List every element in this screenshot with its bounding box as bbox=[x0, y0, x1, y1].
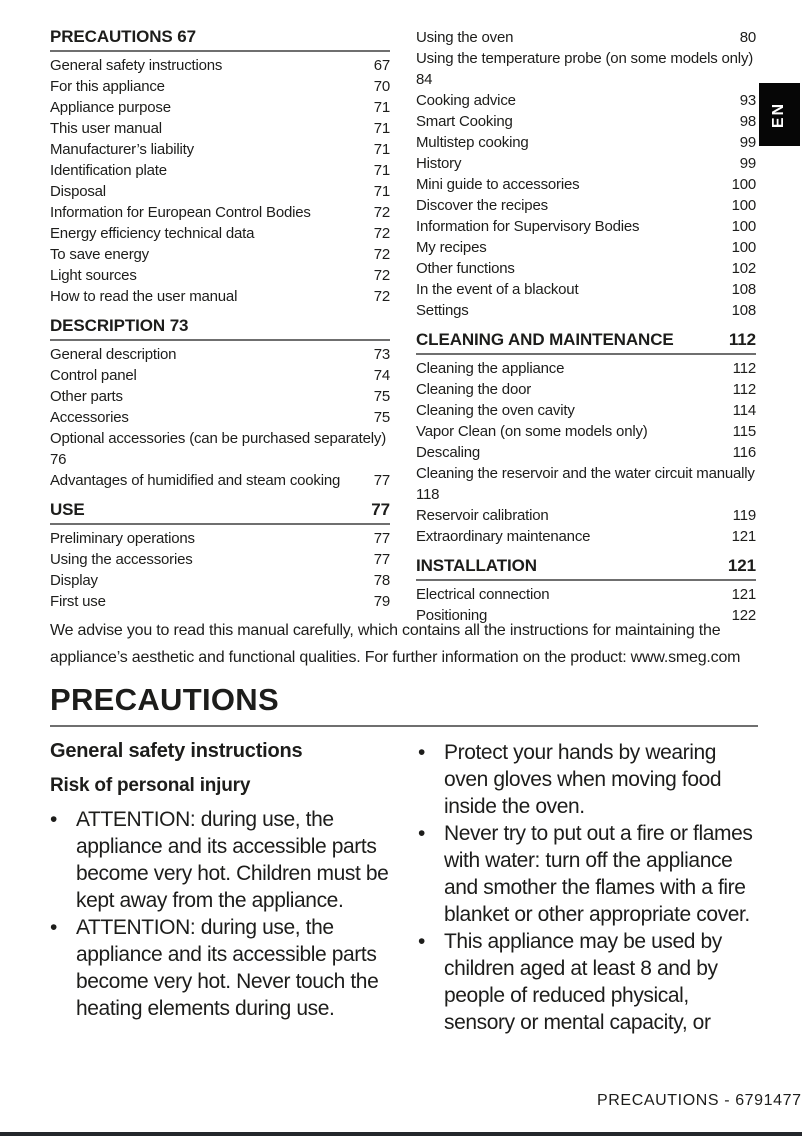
toc-entry-label: Information for European Control Bodies bbox=[50, 204, 311, 221]
toc-entry-label: This user manual bbox=[50, 120, 162, 137]
toc-entry bbox=[416, 195, 756, 216]
toc-entry bbox=[416, 90, 756, 111]
toc-entry bbox=[50, 528, 390, 549]
toc-entry-label: Reservoir calibration bbox=[416, 507, 549, 524]
toc-entry-page: 67 bbox=[373, 57, 390, 74]
toc-entry bbox=[50, 386, 390, 407]
bullet-marker: • bbox=[50, 916, 57, 939]
toc-entry-label: Multistep cooking bbox=[416, 134, 529, 151]
toc-section-header bbox=[50, 316, 390, 341]
toc-entry-page: 100 bbox=[731, 218, 756, 235]
section-heading: Risk of personal injury bbox=[50, 775, 251, 796]
toc-entry bbox=[50, 181, 390, 202]
toc-entry bbox=[416, 153, 756, 174]
toc-entry-label: How to read the user manual bbox=[50, 288, 238, 305]
toc-entry-label: Information for Supervisory Bodies bbox=[416, 218, 640, 235]
toc-entry-page: 74 bbox=[373, 367, 390, 384]
toc-entry-label: Positioning bbox=[416, 607, 488, 624]
toc-section-page: 121 bbox=[727, 556, 756, 575]
toc-entry bbox=[50, 97, 390, 118]
toc-entry-label: For this appliance bbox=[50, 78, 165, 95]
toc-entry-label: History bbox=[416, 155, 462, 172]
toc-section-title: USE bbox=[50, 500, 85, 519]
toc-entry-label: My recipes bbox=[416, 239, 487, 256]
toc-entry-label: Settings bbox=[416, 302, 469, 319]
toc-entry-label: Descaling bbox=[416, 444, 481, 461]
toc-entry bbox=[50, 591, 390, 612]
toc-entry-page: 100 bbox=[731, 197, 756, 214]
toc-entry bbox=[50, 118, 390, 139]
toc-section-title: CLEANING AND MAINTENANCE bbox=[416, 330, 674, 349]
toc-entry-page: 80 bbox=[739, 29, 756, 46]
toc-entry-page: 112 bbox=[732, 381, 756, 398]
toc-entry bbox=[50, 407, 390, 428]
toc-entry bbox=[416, 279, 756, 300]
toc-section bbox=[416, 330, 756, 547]
bullet-text: This appliance may be used by children aged at least 8 and by people of reduced physical, sensory or mental capacity, or bbox=[444, 930, 722, 1034]
toc-entry-page: 75 bbox=[373, 388, 390, 405]
toc-entry bbox=[416, 216, 756, 237]
toc-entry-page: 100 bbox=[731, 176, 756, 193]
toc-entry bbox=[416, 258, 756, 279]
advisory-note: We advise you to read this manual carefully, which contains all the instructions for maintaining the appliance’s aesthetic and functional qualities. For further information on the product: www.smeg.com bbox=[50, 622, 741, 666]
toc-entry-page: 99 bbox=[739, 134, 756, 151]
toc-entry-label: Discover the recipes bbox=[416, 197, 548, 214]
footer-text: PRECAUTIONS - 6791477 bbox=[597, 1092, 802, 1109]
bullet-item bbox=[418, 820, 764, 928]
toc-entry-page: 70 bbox=[373, 78, 390, 95]
toc-entry-label: Using the oven bbox=[416, 29, 514, 46]
toc-entry-label: Using the accessories bbox=[50, 551, 193, 568]
toc-entry bbox=[50, 244, 390, 265]
toc-entry bbox=[50, 570, 390, 591]
toc-entry-label: First use bbox=[50, 593, 106, 610]
toc-entry-page: 100 bbox=[731, 239, 756, 256]
bullet-item bbox=[418, 928, 764, 1036]
toc-entry bbox=[50, 470, 390, 491]
bullet-marker: • bbox=[418, 741, 425, 764]
toc-entry bbox=[416, 442, 756, 463]
toc-section-header bbox=[416, 330, 756, 355]
toc-entry bbox=[50, 286, 390, 307]
toc-entry-label: Preliminary operations bbox=[50, 530, 195, 547]
toc-entry-page: 71 bbox=[373, 120, 390, 137]
toc-entry bbox=[416, 400, 756, 421]
toc-entry-label: Cooking advice bbox=[416, 92, 516, 109]
toc-entry bbox=[416, 358, 756, 379]
toc-section-page: 112 bbox=[728, 330, 756, 349]
bullet-marker: • bbox=[418, 822, 425, 845]
toc-entry-page: 119 bbox=[732, 507, 756, 524]
toc-entry-label: Other parts bbox=[50, 388, 123, 405]
table-of-contents bbox=[50, 27, 756, 635]
bullet-marker: • bbox=[50, 808, 57, 831]
toc-entry bbox=[50, 549, 390, 570]
toc-section bbox=[50, 27, 390, 307]
toc-entry bbox=[50, 265, 390, 286]
bullet-item bbox=[50, 806, 396, 914]
toc-entry bbox=[416, 526, 756, 547]
chapter-body bbox=[50, 739, 764, 1036]
toc-section-title: PRECAUTIONS 67 bbox=[50, 27, 196, 46]
toc-entry bbox=[416, 111, 756, 132]
toc-entry-label: In the event of a blackout bbox=[416, 281, 579, 298]
toc-entry-label: Cleaning the appliance bbox=[416, 360, 565, 377]
bullet-marker: • bbox=[418, 930, 425, 953]
toc-entry-page: 114 bbox=[732, 402, 756, 419]
toc-entry-page: 72 bbox=[373, 204, 390, 221]
toc-entry-page: 79 bbox=[373, 593, 390, 610]
toc-entry-label: Light sources bbox=[50, 267, 137, 284]
toc-entry bbox=[50, 344, 390, 365]
toc-entry-page: 73 bbox=[373, 346, 390, 363]
toc-entry-label: Extraordinary maintenance bbox=[416, 528, 591, 545]
toc-entry-page: 71 bbox=[373, 141, 390, 158]
toc-entry-page: 71 bbox=[373, 183, 390, 200]
toc-entry-page: 108 bbox=[731, 302, 756, 319]
toc-entry bbox=[50, 223, 390, 244]
toc-entry-page: 72 bbox=[373, 225, 390, 242]
bullet-item bbox=[418, 739, 764, 820]
toc-section bbox=[50, 500, 390, 612]
toc-entry-page: 93 bbox=[739, 92, 756, 109]
toc-section bbox=[416, 27, 756, 321]
bullet-text: ATTENTION: during use, the appliance and its accessible parts become very hot. Never touch the heating elements during use. bbox=[76, 916, 379, 1020]
toc-entry bbox=[416, 237, 756, 258]
toc-entry-label: Appliance purpose bbox=[50, 99, 171, 116]
toc-entry-page: 75 bbox=[373, 409, 390, 426]
toc-entry-label: Control panel bbox=[50, 367, 137, 384]
toc-entry-label: Electrical connection bbox=[416, 586, 550, 603]
toc-entry: Optional accessories (can be purchased separately) 76 bbox=[50, 430, 387, 468]
bullet-text: Never try to put out a fire or flames with water: turn off the appliance and smother the flames with a fire blanket or other appropriate cover. bbox=[444, 822, 753, 926]
toc-entry-label: Disposal bbox=[50, 183, 106, 200]
toc-entry bbox=[50, 55, 390, 76]
toc-entry-page: 116 bbox=[732, 444, 756, 461]
toc-entry bbox=[50, 139, 390, 160]
toc-section-header bbox=[50, 27, 390, 52]
toc-entry-page: 77 bbox=[373, 530, 390, 547]
toc-entry bbox=[50, 202, 390, 223]
bottom-bar bbox=[0, 1132, 802, 1136]
toc-section-header bbox=[50, 500, 390, 525]
toc-entry-label: Identification plate bbox=[50, 162, 167, 179]
body-column-left bbox=[50, 739, 396, 1036]
toc-entry-page: 71 bbox=[373, 99, 390, 116]
toc-entry bbox=[50, 365, 390, 386]
toc-entry-label: General description bbox=[50, 346, 177, 363]
toc-entry-page: 78 bbox=[373, 572, 390, 589]
toc-entry bbox=[416, 379, 756, 400]
toc-entry-page: 77 bbox=[373, 551, 390, 568]
toc-entry-page: 72 bbox=[373, 267, 390, 284]
toc-entry-page: 102 bbox=[731, 260, 756, 277]
toc-entry bbox=[416, 300, 756, 321]
toc-entry-page: 121 bbox=[731, 528, 756, 545]
toc-entry-page: 71 bbox=[373, 162, 390, 179]
language-tab bbox=[759, 83, 800, 146]
toc-section-title: INSTALLATION bbox=[416, 556, 537, 575]
toc-entry-page: 77 bbox=[373, 472, 390, 489]
toc-entry-page: 98 bbox=[739, 113, 756, 130]
toc-entry-label: Manufacturer’s liability bbox=[50, 141, 194, 158]
toc-entry-label: Vapor Clean (on some models only) bbox=[416, 423, 648, 440]
toc-section-title: DESCRIPTION 73 bbox=[50, 316, 189, 335]
toc-section-page: 77 bbox=[371, 500, 390, 519]
toc-entry bbox=[416, 505, 756, 526]
toc-entry-label: Energy efficiency technical data bbox=[50, 225, 255, 242]
language-label: EN bbox=[770, 101, 788, 128]
toc-entry-label: Smart Cooking bbox=[416, 113, 513, 130]
toc-column-left bbox=[50, 27, 390, 635]
toc-entry-page: 108 bbox=[731, 281, 756, 298]
toc-entry-page: 122 bbox=[731, 607, 756, 624]
chapter-title: PRECAUTIONS bbox=[50, 681, 758, 727]
toc-entry-label: To save energy bbox=[50, 246, 149, 263]
toc-entry-page: 121 bbox=[731, 586, 756, 603]
toc-entry bbox=[416, 421, 756, 442]
toc-entry-page: 72 bbox=[373, 288, 390, 305]
toc-entry-label: Cleaning the oven cavity bbox=[416, 402, 575, 419]
bullet-item bbox=[50, 914, 396, 1022]
page-footer bbox=[597, 1092, 802, 1110]
body-column-right bbox=[418, 739, 764, 1036]
toc-entry-page: 115 bbox=[732, 423, 756, 440]
bullet-text: ATTENTION: during use, the appliance and its accessible parts become very hot. Children must be kept away from the appliance. bbox=[76, 808, 389, 912]
toc-entry bbox=[416, 132, 756, 153]
toc-entry-label: Other functions bbox=[416, 260, 515, 277]
toc-entry: Using the temperature probe (on some models only) 84 bbox=[416, 50, 754, 88]
toc-entry-label: Mini guide to accessories bbox=[416, 176, 580, 193]
toc-entry bbox=[416, 174, 756, 195]
toc-entry-label: Display bbox=[50, 572, 98, 589]
toc-entry-label: Accessories bbox=[50, 409, 129, 426]
toc-entry-page: 99 bbox=[739, 155, 756, 172]
toc-entry-label: Advantages of humidified and steam cooking bbox=[50, 472, 341, 489]
toc-entry bbox=[416, 584, 756, 605]
toc-section-header bbox=[416, 556, 756, 581]
toc-entry bbox=[416, 27, 756, 48]
toc-entry bbox=[50, 160, 390, 181]
toc-entry-page: 72 bbox=[373, 246, 390, 263]
toc-section bbox=[416, 556, 756, 626]
bullet-text: Protect your hands by wearing oven gloves when moving food inside the oven. bbox=[444, 741, 722, 818]
toc-entry: Cleaning the reservoir and the water circuit manually 118 bbox=[416, 465, 755, 503]
section-heading: General safety instructions bbox=[50, 740, 303, 762]
toc-section bbox=[50, 316, 390, 491]
toc-entry bbox=[50, 76, 390, 97]
toc-entry-label: General safety instructions bbox=[50, 57, 223, 74]
toc-column-right bbox=[416, 27, 756, 635]
toc-entry-label: Cleaning the door bbox=[416, 381, 532, 398]
toc-entry-page: 112 bbox=[732, 360, 756, 377]
